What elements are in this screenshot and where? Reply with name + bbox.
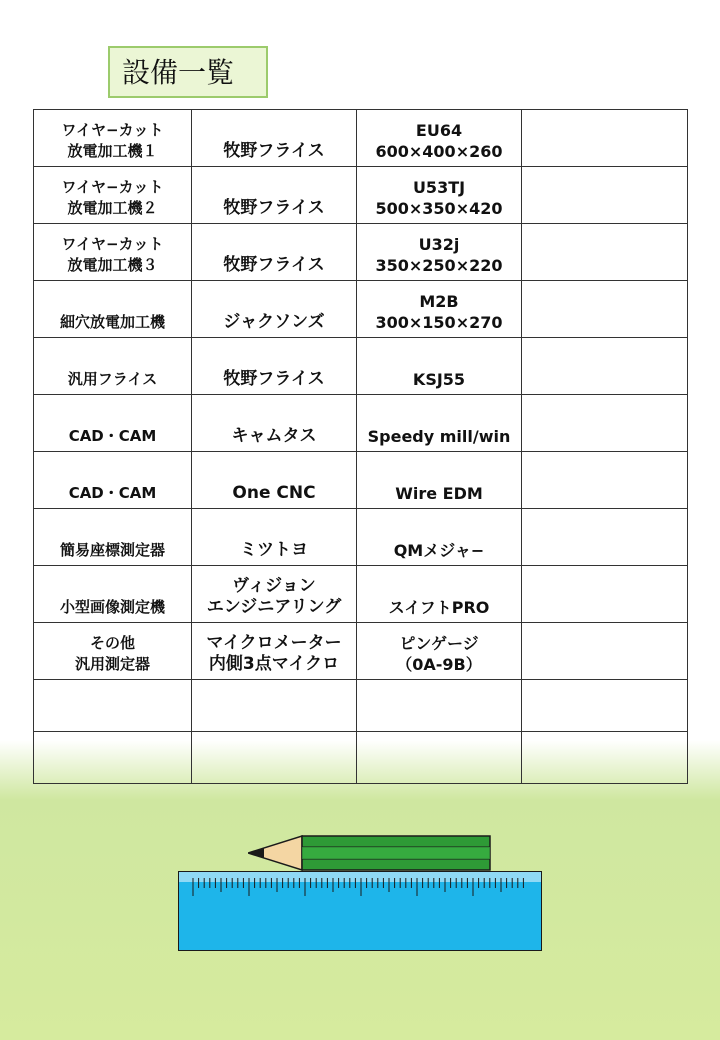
table-row (34, 623, 688, 680)
note-cell (522, 224, 688, 281)
table-row (34, 732, 688, 784)
equipment-table (33, 109, 688, 784)
maker-cell (192, 732, 357, 784)
maker-cell: 牧野フライス (192, 167, 357, 224)
ruler-ticks (179, 872, 541, 902)
table-row (34, 110, 688, 167)
note-cell (522, 623, 688, 680)
equipment-name-cell: 汎用フライス (34, 338, 192, 395)
model-cell: Speedy mill/win (357, 395, 522, 452)
note-cell (522, 452, 688, 509)
equipment-name-cell: 小型画像測定機 (34, 566, 192, 623)
note-cell (522, 395, 688, 452)
model-cell: U32j 350×250×220 (357, 224, 522, 281)
model-cell: ピンゲージ （0A-9B） (357, 623, 522, 680)
equipment-table-body (34, 110, 688, 784)
note-cell (522, 509, 688, 566)
maker-cell: キャムタス (192, 395, 357, 452)
table-row (34, 167, 688, 224)
table-row (34, 680, 688, 732)
equipment-name-cell: その他 汎用測定器 (34, 623, 192, 680)
maker-cell: 牧野フライス (192, 224, 357, 281)
ruler-icon (178, 871, 542, 951)
model-cell: Wire EDM (357, 452, 522, 509)
model-cell: KSJ55 (357, 338, 522, 395)
note-cell (522, 680, 688, 732)
equipment-name-cell: ワイヤ−カット 放電加工機１ (34, 110, 192, 167)
model-cell (357, 732, 522, 784)
table-row (34, 566, 688, 623)
equipment-name-cell: ワイヤ−カット 放電加工機２ (34, 167, 192, 224)
model-cell: EU64 600×400×260 (357, 110, 522, 167)
model-cell: U53TJ 500×350×420 (357, 167, 522, 224)
table-row (34, 452, 688, 509)
equipment-name-cell: CAD・CAM (34, 452, 192, 509)
note-cell (522, 110, 688, 167)
maker-cell: ミツトヨ (192, 509, 357, 566)
table-row (34, 395, 688, 452)
page-title: 設備一覧 (108, 46, 268, 98)
equipment-name-cell: ワイヤ−カット 放電加工機３ (34, 224, 192, 281)
note-cell (522, 566, 688, 623)
table-row (34, 338, 688, 395)
maker-cell (192, 680, 357, 732)
model-cell: QMメジャ− (357, 509, 522, 566)
maker-cell: マイクロメーター 内側3点マイクロ (192, 623, 357, 680)
maker-cell: ヴィジョン エンジニアリング (192, 566, 357, 623)
note-cell (522, 281, 688, 338)
equipment-name-cell (34, 680, 192, 732)
equipment-name-cell: 簡易座標測定器 (34, 509, 192, 566)
maker-cell: 牧野フライス (192, 338, 357, 395)
maker-cell: 牧野フライス (192, 110, 357, 167)
pencil-icon (248, 834, 492, 872)
maker-cell: ジャクソンズ (192, 281, 357, 338)
equipment-name-cell: CAD・CAM (34, 395, 192, 452)
note-cell (522, 732, 688, 784)
note-cell (522, 167, 688, 224)
model-cell: スイフトPRO (357, 566, 522, 623)
equipment-name-cell (34, 732, 192, 784)
model-cell: M2B 300×150×270 (357, 281, 522, 338)
maker-cell: One CNC (192, 452, 357, 509)
model-cell (357, 680, 522, 732)
table-row (34, 281, 688, 338)
table-row (34, 224, 688, 281)
equipment-name-cell: 細穴放電加工機 (34, 281, 192, 338)
note-cell (522, 338, 688, 395)
table-row (34, 509, 688, 566)
